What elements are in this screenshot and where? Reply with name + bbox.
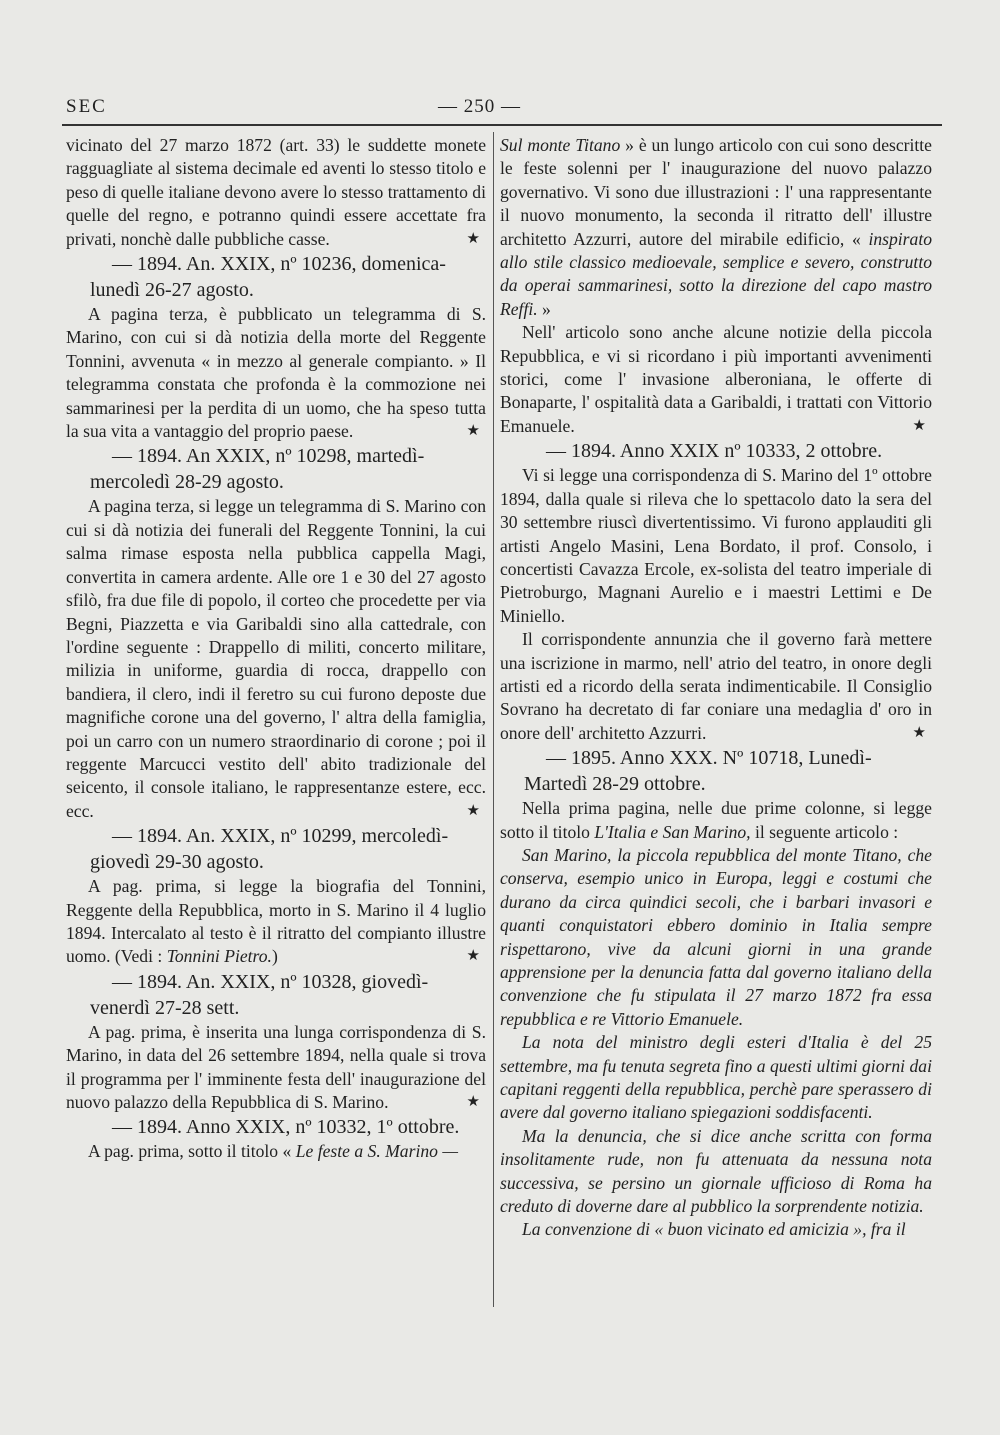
paragraph-text: » è un lungo articolo con cui sono descritte le feste solenni per l' inaugurazione del nuovo palazzo governativo. Vi sono due illustrazioni : l' una rappresentante il nuovo monumento, la seconda il ritratto dell' illustre architetto Azzurri, autore del mirabile edificio, «	[500, 135, 932, 249]
entry-heading: — 1894. An. XXIX, nº 10299, mercoledì-giovedì 29-30 agosto.	[90, 825, 449, 874]
star-mark: ★	[912, 724, 926, 741]
entry-heading: — 1894. An. XXIX, nº 10236, domenica-lunedì 26-27 agosto.	[90, 253, 446, 302]
paragraph	[66, 134, 486, 251]
page-number: — 250 —	[438, 96, 521, 117]
paragraph-text: A pag. prima, è inserita una lunga corrispondenza di S. Marino, in data del 26 settembre 1894, nella quale si trova il programma per l' imminente festa dell' inaugurazione del nuovo palazzo della Repubblica di S. Marino.	[66, 1021, 486, 1112]
quoted-paragraph: La convenzione di « buon vicinato ed amicizia », fra il	[522, 1219, 906, 1240]
section-label: SEC	[66, 96, 107, 117]
star-mark: ★	[466, 1094, 480, 1110]
article-title: Le feste a S. Marino —	[295, 1141, 458, 1162]
left-column	[66, 134, 486, 1164]
entry-heading: — 1894. An XXIX, nº 10298, martedì-mercoledì 28-29 agosto.	[90, 445, 425, 494]
paragraph-text: Nella prima pagina, nelle due prime colonne, si legge sotto il titolo	[500, 798, 932, 842]
paragraph-text: A pag. prima, sotto il titolo «	[88, 1141, 292, 1162]
star-mark: ★	[466, 802, 480, 819]
cross-reference: Tonnini Pietro.	[166, 946, 272, 967]
quotation: inspirato allo stile classico medioevale, semplice e severo, construtto da operai sammarinesi, sotto la direzione del capo mastro Reffi.	[500, 228, 932, 319]
entry-heading: — 1894. An. XXIX, nº 10328, giovedì-venerdì 27-28 sett.	[90, 970, 429, 1019]
paragraph-text: Il corrispondente annunzia che il governo farà mettere una iscrizione in marmo, nell' atrio del teatro, in onore degli artisti ed a ricordo della serata indimenticabile. Il Consiglio Sovrano ha decretato di far coniare una medaglia d' oro in onore dell' architetto Azzurri.	[500, 629, 932, 743]
quoted-paragraph: Ma la denuncia, che si dice anche scritta con forma insolitamente rude, non fu attenuata da nessuna nota successiva, se persino un giornale ufficioso di Roma ha creduto di doverne dare al pubblico la sorprendente notizia.	[500, 1125, 932, 1217]
paragraph	[500, 797, 932, 844]
header-rule	[62, 124, 942, 126]
paragraph	[66, 875, 486, 969]
paragraph-text: )	[271, 946, 278, 967]
article-title: Sul monte Titano	[500, 135, 621, 155]
right-column	[500, 134, 932, 1242]
paragraph-text: A pagina terza, si legge un telegramma di S. Marino con cui si dà notizia dei funerali del Reggente Tonnini, la cui salma rimase esposta nella pubblica cappella Magi, convertita in camera ardente. Alle ore 1 e 30 del 27 agosto sfilò, fra due file di popolo, il corteo che procedette per via Begni, Piazzetta e via Garibaldi sino alla cattedrale, con l'ordine seguente : Drappello di militi, concerto militare, milizia in uniforme, guardia di rocca, drappello con bandiera, il clero, indi il feretro su cui furono deposte due magnifiche corone una del governo, l' altra della famiglia, poi un carro con un numero straordinario di corone ; poi il reggente Marcucci vestito dell' abito tradizionale del seicento, il console italiano, le rappresentanze estere, ecc. ecc.	[66, 496, 486, 821]
paragraph	[66, 1140, 486, 1163]
paragraph-text: Nell' articolo sono anche alcune notizie della piccola Repubblica, e vi si ricordano i più importanti avvenimenti storici, come l' invasione alberoniana, le offerte di Bonaparte, l' ospitalità data a Garibaldi, i trattati con Vittorio Emanuele.	[500, 322, 932, 436]
paragraph: Vi si legge una corrispondenza di S. Marino del 1º ottobre 1894, dalla quale si rileva che lo spettacolo dato la sera del 30 settembre riuscì divertentissimo. Vi furono applauditi gli artisti Angelo Masini, Lena Bordato, il prof. Consolo, i concertisti Cavazza Ercole, ex-solista del teatro imperiale di Pietroburgo, Magnani Aurelio e i maestri Lettimi e De Miniello.	[500, 465, 932, 626]
paragraph-text: il seguente articolo :	[755, 821, 899, 842]
paragraph	[500, 321, 932, 438]
paragraph	[500, 628, 932, 745]
running-head	[66, 96, 930, 122]
column-divider	[493, 132, 494, 1307]
article-title: L'Italia e San Marino,	[594, 821, 751, 842]
quoted-paragraph: San Marino, la piccola repubblica del monte Titano, che conserva, esempio unico in Europa, leggi e costumi che durano da circa quindici secoli, che i barbari invasori e quanti conquistatori ebbero dominio in Italia sempre rispettarono, vive da alcuni giorni in una grande apprensione per la denuncia fatta dal governo italiano della convenzione che fu stipulata il 27 marzo 1872 fra essa repubblica e re Vittorio Emanuele.	[500, 844, 932, 1029]
paragraph	[66, 495, 486, 823]
paragraph	[500, 134, 932, 321]
paragraph-text: A pag. prima, si legge la biografia del Tonnini, Reggente della Repubblica, morto in S. Marino il 4 luglio 1894. Intercalato al testo è il ritratto del compianto illustre uomo. (Vedi :	[66, 876, 486, 967]
paragraph-text: A pagina terza, è pubblicato un telegramma di S. Marino, con cui si dà notizia della morte del Reggente Tonnini, avvenuta « in mezzo al generale compianto. » Il telegramma constata che profonda è la commozione nei sammarinesi per la perdita di un uomo, che ha speso tutta la sua vita a vantaggio del proprio paese.	[66, 304, 486, 442]
entry-heading: — 1894. Anno XXIX nº 10333, 2 ottobre.	[546, 440, 883, 463]
star-mark: ★	[466, 230, 480, 247]
quoted-paragraph: La nota del ministro degli esteri d'Italia è del 25 settembre, ma fu tenuta segreta fino a questi ultimi giorni dai capitani reggenti della repubblica, perchè pare sperassero di avere dal governo italiano spiegazioni soddisfacenti.	[500, 1032, 932, 1123]
star-mark: ★	[466, 423, 480, 440]
paragraph-text: »	[542, 298, 551, 319]
paragraph-text: vicinato del 27 marzo 1872 (art. 33) le suddette monete ragguagliate al sistema decimale ed aventi lo stesso titolo e peso di quelle italiane devono avere lo stesso trattamento di quelle del regno, e potranno quindi essere accettate fra privati, nonchè dalle pubbliche casse.	[66, 135, 486, 249]
entry-heading: — 1894. Anno XXIX, nº 10332, 1º ottobre.	[112, 1116, 460, 1139]
paragraph	[66, 303, 486, 443]
star-mark: ★	[466, 948, 480, 965]
paragraph	[66, 1021, 486, 1115]
star-mark: ★	[912, 417, 926, 434]
entry-heading: — 1895. Anno XXX. Nº 10718, Lunedì-Martedì 28-29 ottobre.	[524, 747, 872, 796]
